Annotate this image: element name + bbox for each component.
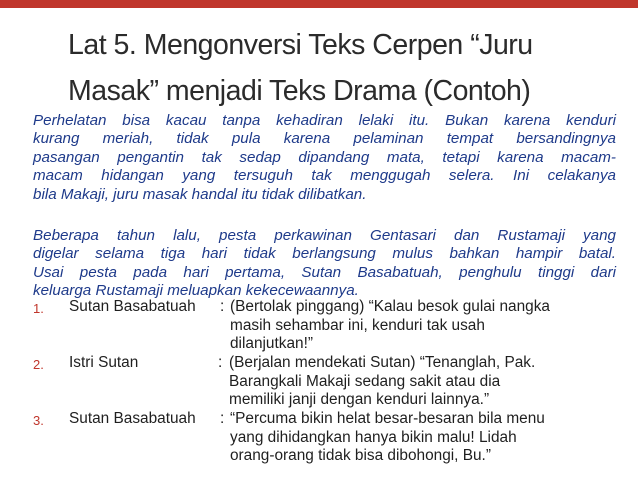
speech-line: (Bertolak pinggang) “Kalau besok gulai nangka xyxy=(230,298,550,315)
speech-line: “Percuma bikin helat besar-besaran bila menu xyxy=(230,410,545,427)
list-number: 2. xyxy=(33,357,44,372)
dialogue-speech xyxy=(229,354,629,410)
list-number: 1. xyxy=(33,301,44,316)
speaker-colon: : xyxy=(220,298,225,315)
dialogue-speech xyxy=(230,410,630,466)
dialogue-speech xyxy=(230,298,630,354)
paragraph-line: macam hidangan yang tersuguh tak menggugah selera. Ini celakanya xyxy=(33,167,616,185)
speaker-colon: : xyxy=(220,410,225,427)
title-line: Lat 5. Mengonversi Teks Cerpen “Juru xyxy=(68,29,533,61)
list-number: 3. xyxy=(33,413,44,428)
title-line: Masak” menjadi Teks Drama (Contoh) xyxy=(68,75,531,107)
paragraph-line: bila Makaji, juru masak handal itu tidak dilibatkan. xyxy=(33,185,367,203)
speech-line: Barangkali Makaji sedang sakit atau dia xyxy=(229,372,501,390)
speech-line: masih sehambar ini, kenduri tak usah xyxy=(230,316,485,334)
paragraph-line: Usai pesta pada hari pertama, Sutan Basabatuah, penghulu tinggi dari xyxy=(33,263,616,281)
speaker-name: Istri Sutan xyxy=(69,354,139,371)
speaker-name: Sutan Basabatuah xyxy=(69,410,196,427)
speech-line: memiliki janji dengan kenduri lainnya.” xyxy=(229,391,490,408)
speaker-name: Sutan Basabatuah xyxy=(69,298,196,315)
speech-line: orang-orang tidak bisa dibohongi, Bu.” xyxy=(230,447,491,464)
paragraph-line: keluarga Rustamaji meluapkan kekecewaannya. xyxy=(33,282,359,300)
speaker-colon: : xyxy=(218,354,223,371)
speech-line: yang dihidangkan hanya bikin malu! Lidah xyxy=(230,428,517,446)
paragraph-line: Beberapa tahun lalu, pesta perkawinan Gentasari dan Rustamaji yang xyxy=(33,227,616,244)
paragraph-line: Perhelatan bisa kacau tanpa kehadiran lelaki itu. Bukan karena kenduri xyxy=(33,112,616,129)
paragraph-line: pasangan pengantin tak sedap dipandang mata, tetapi karena macam- xyxy=(33,148,616,166)
speech-line: dilanjutkan!” xyxy=(230,335,313,352)
paragraph-line: digelar selama tiga hari tidak berlangsung mulus bahkan hampir batal. xyxy=(33,245,616,263)
paragraph-line: kurang meriah, tidak pula karena pelaminan tempat bersandingnya xyxy=(33,130,616,148)
speech-line: (Berjalan mendekati Sutan) “Tenanglah, Pak. xyxy=(229,354,536,371)
